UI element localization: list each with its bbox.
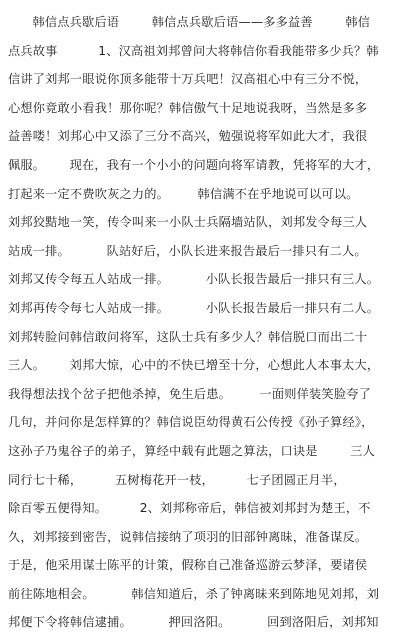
text-line: 佩服。 现在，我有一个小小的问题向将军请教，凭将军的大才， <box>8 157 380 172</box>
text-line: 点兵故事 1、汉高祖刘邦曾问大将韩信你看我能带多少兵？韩 <box>8 43 379 58</box>
text-line: 站成一排。 队站好后，小队长进来报告最后一排只有二人。 <box>8 243 367 258</box>
text-line: 于是，他采用谋士陈平的计策，假称自己准备巡游云梦泽，要诸侯 <box>8 558 368 573</box>
text-line: 三人。 刘邦大惊，心中的不快已增至十分，心想此人本事太大， <box>8 358 380 373</box>
text-line: 前往陈地相会。 韩信知道后，杀了钟离昧来到陈地见刘邦，刘 <box>8 586 380 601</box>
article-body <box>8 8 394 637</box>
text-line: 打起来一定不费吹灰之力的。 韩信满不在乎地说可以可以。 <box>8 186 359 201</box>
text-line: 同行七十稀， 五树梅花开一枝， 七子团圆正月半， <box>8 472 346 487</box>
text-line: 刘邦再传令每七人站成一排。 小队长报告最后一排只有二人。 <box>8 300 380 315</box>
text-line: 刘邦转脸问韩信敢问将军，这队士兵有多少人？韩信脱口而出二十 <box>8 329 368 344</box>
text-line: 除百零五便得知。 2、刘邦称帝后，韩信被刘邦封为楚王，不 <box>8 501 371 516</box>
text-line: 信讲了刘邦一眼说你顶多能带十万兵吧！汉高祖心中有三分不悦， <box>8 72 368 87</box>
text-line: 几句，并问你是怎样算的？韩信说臣幼得黄石公传授《孙子算经》， <box>8 415 374 430</box>
text-line: 久，刘邦接到密告，说韩信接纳了项羽的旧部钟离昧，准备谋反。 <box>8 529 368 544</box>
text-line: 韩信点兵歇后语 韩信点兵歇后语——多多益善 韩信 <box>8 15 371 29</box>
text-line: 我得想法找个岔子把他杀掉，免生后患。 一面则佯装笑脸夸了 <box>8 386 371 401</box>
text-line: 刘邦狡黠地一笑，传令叫来一小队士兵隔墙站队，刘邦发令每三人 <box>8 215 368 230</box>
text-line: 这孙子乃鬼谷子的弟子，算经中载有此题之算法，口诀是 三人 <box>8 443 376 458</box>
text-line: 刘邦又传令每五人站成一排。 小队长报告最后一排只有三人。 <box>8 272 380 287</box>
text-line: 益善喽！刘邦心中又添了三分不高兴，勉强说将军如此大才，我很 <box>8 129 368 144</box>
text-line: 邦便下令将韩信逮捕。 押回洛阳。 回到洛阳后，刘邦知 <box>8 615 379 630</box>
text-line: 心想你竟敢小看我！那你呢？韩信傲气十足地说我呀，当然是多多 <box>8 100 368 115</box>
